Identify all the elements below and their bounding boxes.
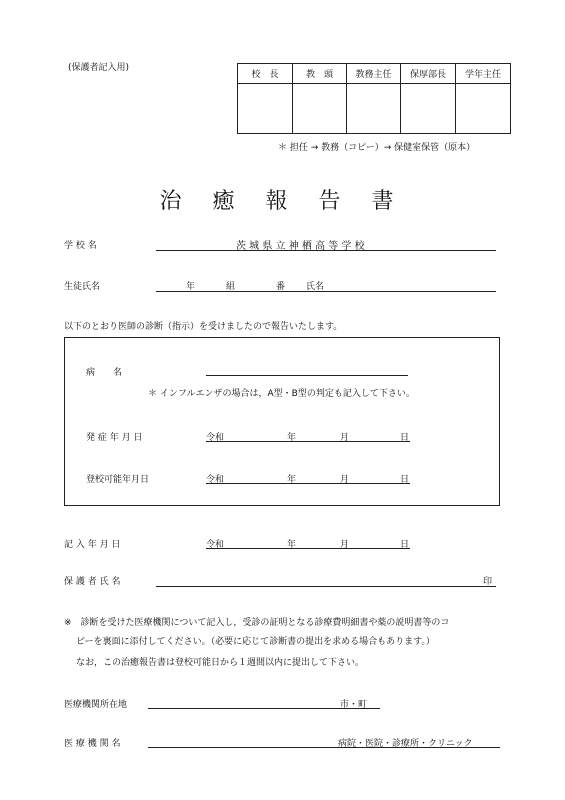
stamp-box-principal[interactable] bbox=[238, 84, 293, 134]
return-underline[interactable] bbox=[206, 483, 410, 484]
approval-col-principal: 校 長 bbox=[238, 64, 293, 84]
page-title: 治 癒 報 告 書 bbox=[159, 189, 406, 214]
entry-day: 日 bbox=[400, 540, 410, 550]
approval-stamp-table bbox=[237, 63, 511, 134]
approval-col-health-head: 保厚部長 bbox=[401, 64, 456, 84]
onset-month: 月 bbox=[340, 433, 350, 443]
onset-era: 令和 bbox=[206, 433, 225, 443]
onset-date-label: 発 症 年 月 日 bbox=[86, 433, 143, 443]
intro-text: 以下のとおり医師の診断（指示）を受けましたので報告いたします。 bbox=[64, 322, 343, 332]
return-date-label: 登校可能年月日 bbox=[86, 475, 150, 485]
disease-label: 病 名 bbox=[86, 368, 123, 378]
approval-col-vice-principal: 教 頭 bbox=[293, 64, 347, 84]
return-era: 令和 bbox=[206, 475, 225, 485]
grade-label: 年 bbox=[186, 282, 196, 292]
onset-year: 年 bbox=[287, 433, 297, 443]
entry-era: 令和 bbox=[206, 540, 225, 550]
guardian-underline[interactable] bbox=[156, 586, 496, 587]
disease-underline[interactable] bbox=[206, 375, 408, 376]
entry-date-label: 記 入 年 月 日 bbox=[64, 540, 121, 550]
clinic-name-underline[interactable] bbox=[148, 747, 500, 748]
approval-col-academic-head: 教務主任 bbox=[347, 64, 401, 84]
onset-day: 日 bbox=[400, 433, 410, 443]
number-label: 番 bbox=[276, 282, 286, 292]
student-name-label: 生徒氏名 bbox=[64, 282, 101, 292]
stamp-box-vice-principal[interactable] bbox=[293, 84, 347, 134]
entry-year: 年 bbox=[287, 540, 297, 550]
note-line-1: ※ 診断を受けた医療機関について記入し，受診の証明となる診療費明細書や薬の説明書等のコ bbox=[64, 618, 450, 628]
onset-underline[interactable] bbox=[206, 441, 410, 442]
guardian-label: 保 護 者 氏 名 bbox=[64, 577, 121, 587]
return-year: 年 bbox=[287, 475, 297, 485]
stamp-box-academic-head[interactable] bbox=[347, 84, 401, 134]
stamp-box-grade-head[interactable] bbox=[456, 84, 511, 134]
entry-underline[interactable] bbox=[206, 548, 410, 549]
note-line-3: なお，この治癒報告書は登校可能日から１週間以内に提出して下さい。 bbox=[76, 658, 365, 668]
return-day: 日 bbox=[400, 475, 410, 485]
entry-month: 月 bbox=[340, 540, 350, 550]
name-label: 氏名 bbox=[306, 282, 325, 292]
school-label: 学 校 名 bbox=[64, 241, 97, 251]
return-month: 月 bbox=[340, 475, 350, 485]
clinic-location-underline[interactable] bbox=[148, 708, 380, 709]
school-name: 茨 城 県 立 神 栖 高 等 学 校 bbox=[236, 241, 365, 252]
student-underline[interactable] bbox=[156, 291, 496, 292]
seal-mark: 印 bbox=[483, 577, 493, 587]
influenza-note: ＊ インフルエンザの場合は，A型・B型の判定も記入して下さい。 bbox=[148, 389, 415, 399]
school-underline bbox=[156, 250, 496, 251]
guardian-use-note: (保護者記入用) bbox=[68, 63, 130, 73]
stamp-box-health-head[interactable] bbox=[401, 84, 456, 134]
clinic-location-suffix: 市・町 bbox=[340, 700, 368, 710]
routing-note: ＊ 担任 → 教務（コピー）→ 保健室保管（原本） bbox=[278, 143, 476, 153]
clinic-location-label: 医療機関所在地 bbox=[64, 700, 128, 710]
class-label: 組 bbox=[226, 282, 236, 292]
clinic-name-label: 医 療 機 関 名 bbox=[64, 739, 121, 749]
note-line-2: ピーを裏面に添付してください。（必要に応じて診断書の提出を求める場合もあります。） bbox=[76, 637, 435, 647]
approval-col-grade-head: 学年主任 bbox=[456, 64, 511, 84]
clinic-type-suffix: 病院・医院・診療所・クリニック bbox=[338, 739, 473, 749]
